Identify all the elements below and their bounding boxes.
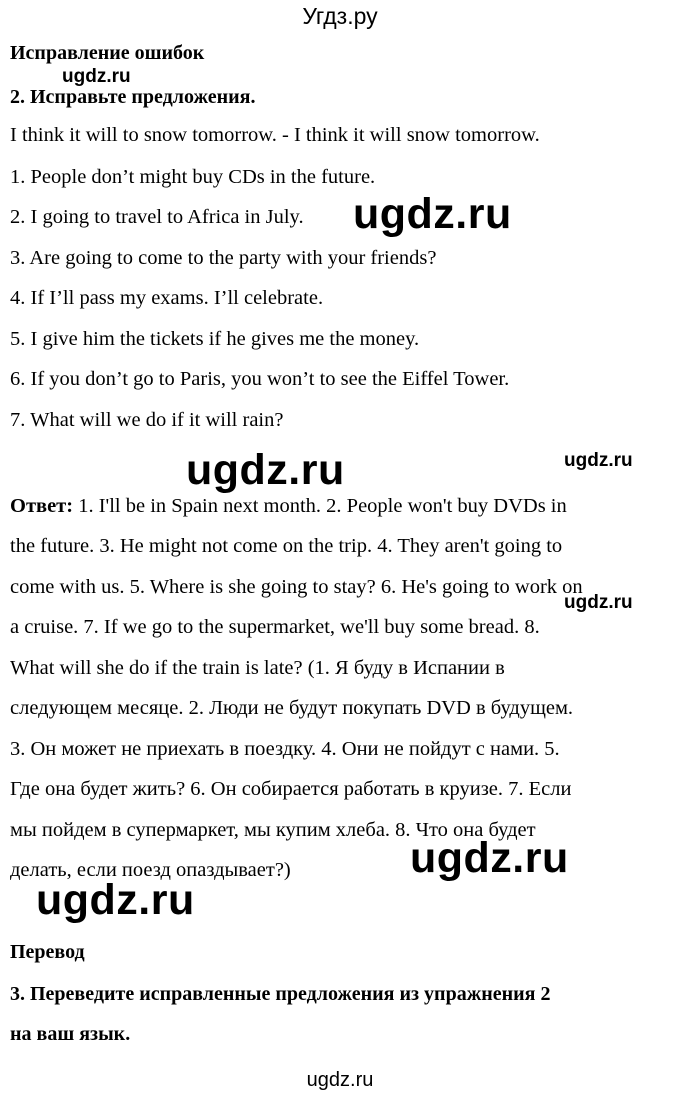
section-title: Исправление ошибок [10,42,205,64]
watermark: ugdz.ru [564,592,633,613]
answer-line: 3. Он может не приехать в поездку. 4. Они не пойдут с нами. 5. [10,738,560,760]
watermark: ugdz.ru [62,66,131,87]
list-item: 1. People don’t might buy CDs in the future. [10,166,376,188]
task-heading: 3. Переведите исправленные предложения из упражнения 2 [10,983,551,1005]
list-item: 5. I give him the tickets if he gives me the money. [10,328,420,350]
list-item: 2. I going to travel to Africa in July. [10,206,304,228]
answer-label: Ответ: [10,495,74,517]
answer-line: What will she do if the train is late? (1. Я буду в Испании в [10,657,505,679]
watermark: ugdz.ru [564,450,633,471]
answer-line: следующем месяце. 2. Люди не будут покупать DVD в будущем. [10,697,574,719]
answer-line: a cruise. 7. If we go to the supermarket, we'll buy some bread. 8. [10,616,540,638]
list-item: 7. What will we do if it will rain? [10,409,284,431]
task-heading: 2. Исправьте предложения. [10,86,256,108]
task-heading-continued: на ваш язык. [10,1023,131,1045]
answer-line: Где она будет жить? 6. Он собирается работать в круизе. 7. Если [10,778,572,800]
section-title: Перевод [10,941,85,963]
list-item: 4. If I’ll pass my exams. I’ll celebrate. [10,287,324,309]
watermark: ugdz.ru [353,190,512,238]
watermark: ugdz.ru [410,834,569,882]
answer-line: делать, если поезд опаздывает?) [10,859,291,881]
answer-line: come with us. 5. Where is she going to stay? 6. He's going to work on [10,576,583,598]
answer-line: мы пойдем в супермаркет, мы купим хлеба. 8. Что она будет [10,819,536,841]
watermark: ugdz.ru [186,446,345,494]
footer-watermark: ugdz.ru [306,1069,374,1091]
site-header: Угдз.ру [302,3,378,29]
list-item: 6. If you don’t go to Paris, you won’t to see the Eiffel Tower. [10,368,510,390]
answer-line [10,495,567,518]
answer-text: 1. I'll be in Spain next month. 2. People won't buy DVDs in [73,495,567,517]
answer-line: the future. 3. He might not come on the trip. 4. They aren't going to [10,535,563,557]
list-item: 3. Are going to come to the party with your friends? [10,247,437,269]
example-sentence: I think it will to snow tomorrow. - I think it will snow tomorrow. [10,124,540,146]
watermark: ugdz.ru [36,876,195,924]
